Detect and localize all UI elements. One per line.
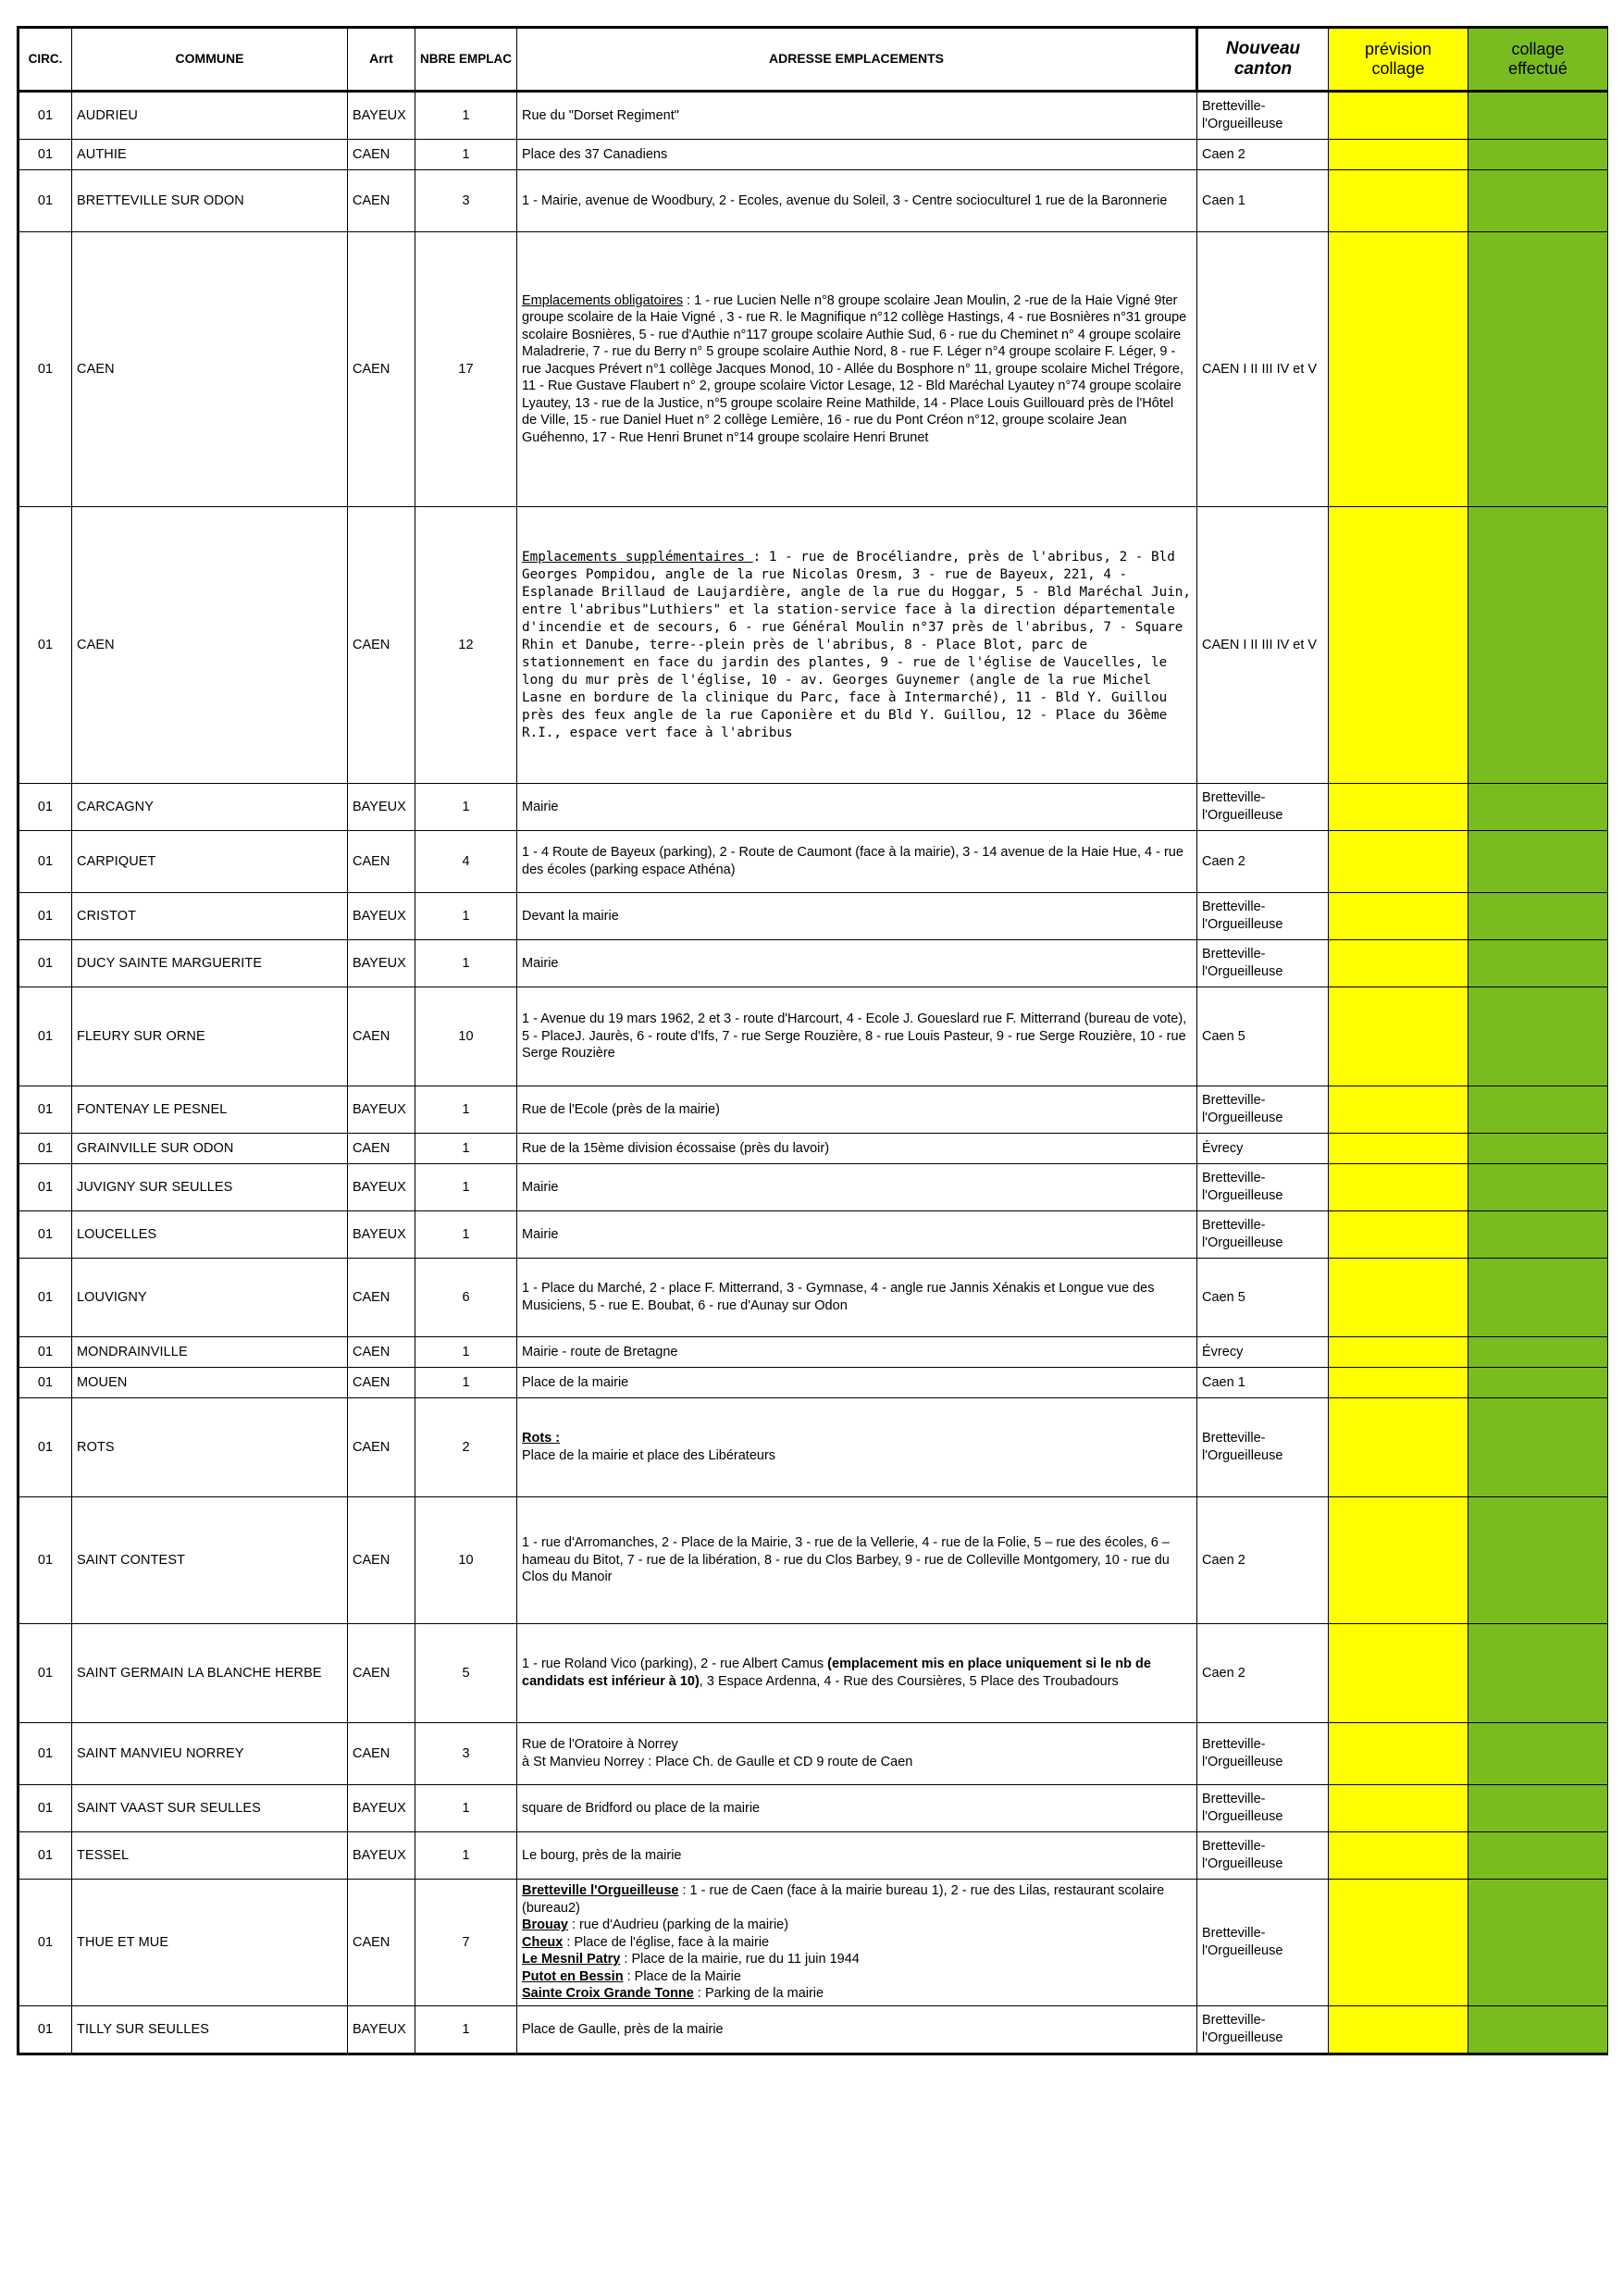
cell-collage-effectue[interactable]	[1468, 1164, 1608, 1211]
adresse-sub-text: : Parking de la mairie	[693, 1986, 824, 2002]
cell-nbre: 1	[415, 1337, 517, 1368]
cell-arrt: BAYEUX	[348, 1086, 415, 1134]
cell-circ: 01	[19, 987, 72, 1086]
cell-adresse: square de Bridford ou place de la mairie	[517, 1785, 1197, 1832]
cell-circ: 01	[19, 232, 72, 507]
table-row	[19, 940, 1608, 987]
cell-nbre: 12	[415, 507, 517, 784]
cell-adresse: Rue de l'Ecole (près de la mairie)	[517, 1086, 1197, 1134]
cell-commune: DUCY SAINTE MARGUERITE	[72, 940, 348, 987]
cell-commune: ROTS	[72, 1398, 348, 1497]
cell-commune: SAINT MANVIEU NORREY	[72, 1723, 348, 1785]
cell-canton: Bretteville-l'Orgueilleuse	[1197, 1785, 1329, 1832]
adresse-text: : 1 - rue de Brocéliandre, près de l'abribus, 2 - Bld Georges Pompidou, angle de la rue Nicolas Oresm, 3 - rue de Bayeux, 221, 4 - Esplanade Brillaud de Laujardière, angle de la rue du Hoggar, 5 - Bld Maréchal Juin, entre l'abribus"Luthiers" et la station-service face à la direction départementale d'incendie et de secours, 6 - rue Général Moulin n°37 près de l'abribus, 7 - Square Rhin et Danube, terre--plein près de l'abribus, 8 - Place Blot, parc de stationnement en face du jardin des plantes, 9 - rue de l'église de Vaucelles, le long du mur près de l'église, 10 - av. Georges Guynemer (angle de la rue Michel Lasne en bordure de la clinique du Parc, face à Intermarché), 11 - Bld Y. Guillou près des feux angle de la rue Caponière et du Bld Y. Guillou, 12 - Place du 36ème R.I., espace vert face à l'abribus	[522, 549, 1192, 740]
cell-collage-effectue[interactable]	[1468, 2005, 1608, 2054]
cell-adresse: Le bourg, près de la mairie	[517, 1832, 1197, 1880]
cell-commune: FONTENAY LE PESNEL	[72, 1086, 348, 1134]
emplacements-table	[17, 26, 1608, 2055]
cell-arrt: BAYEUX	[348, 940, 415, 987]
cell-prevision-collage[interactable]	[1329, 1337, 1468, 1368]
cell-nbre: 5	[415, 1624, 517, 1723]
adresse-sub-line	[522, 1951, 1192, 1968]
cell-collage-effectue[interactable]	[1468, 1086, 1608, 1134]
nouveau-canton-line-1: Nouveau	[1225, 38, 1301, 58]
cell-canton: Caen 1	[1197, 170, 1329, 232]
cell-nbre: 10	[415, 1497, 517, 1624]
collage-effectue-line-2: effectué	[1508, 59, 1567, 78]
adresse-title: Emplacements supplémentaires	[522, 549, 753, 565]
cell-arrt: BAYEUX	[348, 92, 415, 140]
cell-prevision-collage[interactable]	[1329, 1134, 1468, 1164]
cell-arrt: BAYEUX	[348, 2005, 415, 2054]
table-row	[19, 1785, 1608, 1832]
table-row	[19, 1832, 1608, 1880]
cell-collage-effectue[interactable]	[1468, 507, 1608, 784]
cell-canton: Bretteville-l'Orgueilleuse	[1197, 1164, 1329, 1211]
cell-canton: Caen 2	[1197, 1624, 1329, 1723]
cell-collage-effectue[interactable]	[1468, 784, 1608, 831]
cell-commune: JUVIGNY SUR SEULLES	[72, 1164, 348, 1211]
cell-collage-effectue[interactable]	[1468, 92, 1608, 140]
adresse-line-1: Rue de l'Oratoire à Norrey	[522, 1737, 678, 1753]
cell-circ: 01	[19, 1368, 72, 1398]
cell-nbre: 1	[415, 1164, 517, 1211]
cell-nbre: 1	[415, 1211, 517, 1259]
cell-prevision-collage[interactable]	[1329, 831, 1468, 893]
cell-adresse: Rue de la 15ème division écossaise (près du lavoir)	[517, 1134, 1197, 1164]
cell-canton: Caen 2	[1197, 831, 1329, 893]
adresse-sub-label: Bretteville l'Orgueilleuse	[522, 1883, 679, 1898]
cell-prevision-collage[interactable]	[1329, 1497, 1468, 1624]
cell-arrt: CAEN	[348, 1368, 415, 1398]
cell-arrt: CAEN	[348, 831, 415, 893]
cell-nbre: 1	[415, 784, 517, 831]
table-header-row	[19, 28, 1608, 92]
table-row	[19, 140, 1608, 170]
cell-circ: 01	[19, 507, 72, 784]
cell-canton: Bretteville-l'Orgueilleuse	[1197, 940, 1329, 987]
table-row	[19, 1164, 1608, 1211]
cell-nbre: 4	[415, 831, 517, 893]
table-row	[19, 1398, 1608, 1497]
cell-arrt: BAYEUX	[348, 784, 415, 831]
cell-prevision-collage[interactable]	[1329, 1368, 1468, 1398]
adresse-text-part2: , 3 Espace Ardenna, 4 - Rue des Coursières, 5 Place des Troubadours	[699, 1674, 1119, 1689]
cell-commune: AUDRIEU	[72, 92, 348, 140]
cell-nbre: 7	[415, 1880, 517, 2006]
cell-adresse: 1 - Avenue du 19 mars 1962, 2 et 3 - route d'Harcourt, 4 - Ecole J. Goueslard rue F. Mitterrand (bureau de vote), 5 - PlaceJ. Jaurès, 6 - route d'Ifs, 7 - rue Serge Rouzière, 8 - rue Louis Pasteur, 9 - rue Serge Rouzière, 10 - rue Serge Rouzière	[517, 987, 1197, 1086]
cell-canton: Bretteville-l'Orgueilleuse	[1197, 784, 1329, 831]
table-row	[19, 1497, 1608, 1624]
cell-collage-effectue[interactable]	[1468, 232, 1608, 507]
cell-arrt: CAEN	[348, 1880, 415, 2006]
cell-commune: GRAINVILLE SUR ODON	[72, 1134, 348, 1164]
cell-canton: Bretteville-l'Orgueilleuse	[1197, 1086, 1329, 1134]
cell-adresse	[517, 1398, 1197, 1497]
cell-adresse: 1 - rue d'Arromanches, 2 - Place de la Mairie, 3 - rue de la Vellerie, 4 - rue de la Folie, 5 – rue des écoles, 6 – hameau du Bitot, 7 - rue de la libération, 8 - rue du Clos Barbey, 9 - rue de Colleville Montgomery, 10 - rue du Clos du Manoir	[517, 1497, 1197, 1624]
cell-canton: CAEN I II III IV et V	[1197, 507, 1329, 784]
cell-arrt: BAYEUX	[348, 1211, 415, 1259]
table-row	[19, 1368, 1608, 1398]
table-row	[19, 1259, 1608, 1337]
cell-prevision-collage[interactable]	[1329, 1086, 1468, 1134]
cell-adresse	[517, 1624, 1197, 1723]
cell-adresse: 1 - Mairie, avenue de Woodbury, 2 - Ecoles, avenue du Soleil, 3 - Centre socioculturel 1 rue de la Baronnerie	[517, 170, 1197, 232]
cell-arrt: CAEN	[348, 1134, 415, 1164]
cell-canton: Bretteville-l'Orgueilleuse	[1197, 893, 1329, 940]
adresse-sub-text: : Place de la mairie, rue du 11 juin 1944	[620, 1952, 860, 1967]
cell-circ: 01	[19, 140, 72, 170]
cell-circ: 01	[19, 170, 72, 232]
cell-commune: THUE ET MUE	[72, 1880, 348, 2006]
cell-canton: CAEN I II III IV et V	[1197, 232, 1329, 507]
table-row	[19, 1211, 1608, 1259]
cell-circ: 01	[19, 1880, 72, 2006]
cell-nbre: 1	[415, 940, 517, 987]
column-header-commune: COMMUNE	[72, 28, 348, 92]
cell-prevision-collage[interactable]	[1329, 1723, 1468, 1785]
table-row	[19, 1337, 1608, 1368]
cell-commune: FLEURY SUR ORNE	[72, 987, 348, 1086]
cell-prevision-collage[interactable]	[1329, 987, 1468, 1086]
cell-adresse: 1 - 4 Route de Bayeux (parking), 2 - Route de Caumont (face à la mairie), 3 - 14 avenue de la Haie Hue, 4 - rue des écoles (parking espace Athéna)	[517, 831, 1197, 893]
cell-adresse: Rue du "Dorset Regiment"	[517, 92, 1197, 140]
cell-collage-effectue[interactable]	[1468, 987, 1608, 1086]
cell-commune: SAINT VAAST SUR SEULLES	[72, 1785, 348, 1832]
cell-canton: Bretteville-l'Orgueilleuse	[1197, 92, 1329, 140]
adresse-text-emphasis: (emplacement mis en place uniquement si le nb de candidats est inférieur à 10)	[522, 1657, 1151, 1689]
table-row	[19, 1723, 1608, 1785]
cell-prevision-collage[interactable]	[1329, 1880, 1468, 2006]
cell-collage-effectue[interactable]	[1468, 1723, 1608, 1785]
cell-canton: Évrecy	[1197, 1337, 1329, 1368]
adresse-text-part1: 1 - rue Roland Vico (parking), 2 - rue Albert Camus	[522, 1657, 828, 1672]
cell-adresse: Place de la mairie	[517, 1368, 1197, 1398]
cell-commune: CARCAGNY	[72, 784, 348, 831]
cell-circ: 01	[19, 1164, 72, 1211]
cell-arrt: CAEN	[348, 507, 415, 784]
cell-nbre: 1	[415, 92, 517, 140]
cell-commune: CRISTOT	[72, 893, 348, 940]
column-header-arrt: Arrt	[348, 28, 415, 92]
cell-prevision-collage[interactable]	[1329, 940, 1468, 987]
cell-circ: 01	[19, 1259, 72, 1337]
adresse-sub-line	[522, 1985, 1192, 2003]
adresse-text: Place de la mairie et place des Libérateurs	[522, 1448, 776, 1463]
cell-prevision-collage[interactable]	[1329, 1624, 1468, 1723]
adresse-sub-label: Sainte Croix Grande Tonne	[522, 1986, 694, 2002]
cell-commune: LOUCELLES	[72, 1211, 348, 1259]
cell-arrt: BAYEUX	[348, 1785, 415, 1832]
cell-circ: 01	[19, 1624, 72, 1723]
cell-collage-effectue[interactable]	[1468, 140, 1608, 170]
column-header-nouveau-canton	[1197, 28, 1329, 92]
cell-circ: 01	[19, 1832, 72, 1880]
cell-collage-effectue[interactable]	[1468, 1624, 1608, 1723]
cell-prevision-collage[interactable]	[1329, 170, 1468, 232]
cell-arrt: BAYEUX	[348, 1164, 415, 1211]
column-header-nbre-emplac: NBRE EMPLAC	[415, 28, 517, 92]
table-row	[19, 893, 1608, 940]
cell-commune: MONDRAINVILLE	[72, 1337, 348, 1368]
cell-arrt: CAEN	[348, 1398, 415, 1497]
cell-circ: 01	[19, 1211, 72, 1259]
cell-adresse	[517, 1723, 1197, 1785]
cell-canton: Bretteville-l'Orgueilleuse	[1197, 1211, 1329, 1259]
cell-commune: SAINT GERMAIN LA BLANCHE HERBE	[72, 1624, 348, 1723]
cell-arrt: CAEN	[348, 1337, 415, 1368]
adresse-sub-line	[522, 1882, 1192, 1917]
cell-prevision-collage[interactable]	[1329, 1832, 1468, 1880]
table-row	[19, 987, 1608, 1086]
cell-commune: AUTHIE	[72, 140, 348, 170]
table-row	[19, 784, 1608, 831]
adresse-sub-line	[522, 1934, 1192, 1952]
cell-commune: MOUEN	[72, 1368, 348, 1398]
cell-nbre: 1	[415, 1785, 517, 1832]
cell-collage-effectue[interactable]	[1468, 1832, 1608, 1880]
cell-prevision-collage[interactable]	[1329, 1259, 1468, 1337]
cell-prevision-collage[interactable]	[1329, 1785, 1468, 1832]
cell-adresse: Mairie - route de Bretagne	[517, 1337, 1197, 1368]
table-body	[19, 92, 1608, 2054]
table-row	[19, 831, 1608, 893]
cell-adresse	[517, 1880, 1197, 2006]
cell-circ: 01	[19, 1785, 72, 1832]
table-row	[19, 1624, 1608, 1723]
cell-commune: BRETTEVILLE SUR ODON	[72, 170, 348, 232]
cell-canton: Caen 1	[1197, 1368, 1329, 1398]
cell-prevision-collage[interactable]	[1329, 507, 1468, 784]
cell-collage-effectue[interactable]	[1468, 1259, 1608, 1337]
cell-collage-effectue[interactable]	[1468, 940, 1608, 987]
adresse-sub-label: Putot en Bessin	[522, 1968, 624, 1984]
collage-effectue-line-1: collage	[1511, 39, 1565, 58]
cell-prevision-collage[interactable]	[1329, 1398, 1468, 1497]
cell-nbre: 2	[415, 1398, 517, 1497]
cell-nbre: 3	[415, 1723, 517, 1785]
cell-canton: Caen 2	[1197, 140, 1329, 170]
cell-canton: Bretteville-l'Orgueilleuse	[1197, 1832, 1329, 1880]
cell-adresse: Place des 37 Canadiens	[517, 140, 1197, 170]
column-header-circ: CIRC.	[19, 28, 72, 92]
adresse-line-2: à St Manvieu Norrey : Place Ch. de Gaulle et CD 9 route de Caen	[522, 1755, 913, 1769]
cell-adresse: 1 - Place du Marché, 2 - place F. Mitterrand, 3 - Gymnase, 4 - angle rue Jannis Xénakis et Longue vue des Musiciens, 5 - rue E. Boubat, 6 - rue d'Aunay sur Odon	[517, 1259, 1197, 1337]
cell-arrt: CAEN	[348, 1723, 415, 1785]
cell-collage-effectue[interactable]	[1468, 1134, 1608, 1164]
cell-circ: 01	[19, 831, 72, 893]
adresse-sub-label: Le Mesnil Patry	[522, 1952, 621, 1967]
table-row	[19, 1134, 1608, 1164]
prevision-collage-line-2: collage	[1371, 59, 1425, 78]
cell-circ: 01	[19, 1723, 72, 1785]
cell-canton: Évrecy	[1197, 1134, 1329, 1164]
cell-arrt: BAYEUX	[348, 893, 415, 940]
cell-nbre: 1	[415, 893, 517, 940]
nouveau-canton-line-2: canton	[1233, 59, 1293, 79]
cell-commune: CAEN	[72, 232, 348, 507]
cell-canton: Caen 5	[1197, 1259, 1329, 1337]
cell-adresse: Mairie	[517, 1164, 1197, 1211]
cell-nbre: 3	[415, 170, 517, 232]
adresse-title: Emplacements obligatoires	[522, 292, 684, 308]
adresse-sub-label: Cheux	[522, 1934, 564, 1950]
cell-nbre: 1	[415, 1086, 517, 1134]
cell-nbre: 1	[415, 1368, 517, 1398]
cell-prevision-collage[interactable]	[1329, 2005, 1468, 2054]
cell-adresse: Mairie	[517, 940, 1197, 987]
cell-canton: Caen 2	[1197, 1497, 1329, 1624]
cell-arrt: CAEN	[348, 987, 415, 1086]
prevision-collage-line-1: prévision	[1364, 39, 1432, 58]
cell-prevision-collage[interactable]	[1329, 784, 1468, 831]
cell-arrt: CAEN	[348, 170, 415, 232]
cell-circ: 01	[19, 1086, 72, 1134]
cell-nbre: 1	[415, 140, 517, 170]
cell-commune: TILLY SUR SEULLES	[72, 2005, 348, 2054]
cell-circ: 01	[19, 940, 72, 987]
adresse-sub-text: : Place de l'église, face à la mairie	[563, 1934, 770, 1950]
adresse-sub-text: : rue d'Audrieu (parking de la mairie)	[567, 1917, 789, 1933]
cell-collage-effectue[interactable]	[1468, 1880, 1608, 2006]
column-header-adresse-emplacements: ADRESSE EMPLACEMENTS	[517, 28, 1197, 92]
cell-canton: Bretteville-l'Orgueilleuse	[1197, 2005, 1329, 2054]
cell-nbre: 10	[415, 987, 517, 1086]
cell-commune: CAEN	[72, 507, 348, 784]
cell-prevision-collage[interactable]	[1329, 1164, 1468, 1211]
cell-commune: TESSEL	[72, 1832, 348, 1880]
cell-canton: Caen 5	[1197, 987, 1329, 1086]
cell-arrt: CAEN	[348, 1624, 415, 1723]
table-row	[19, 1880, 1608, 2006]
table-row	[19, 92, 1608, 140]
cell-collage-effectue[interactable]	[1468, 1398, 1608, 1497]
cell-prevision-collage[interactable]	[1329, 232, 1468, 507]
cell-canton: Bretteville-l'Orgueilleuse	[1197, 1723, 1329, 1785]
table-row	[19, 2005, 1608, 2054]
cell-prevision-collage[interactable]	[1329, 1211, 1468, 1259]
column-header-prevision-collage	[1329, 28, 1468, 92]
table-row	[19, 232, 1608, 507]
cell-nbre: 1	[415, 1134, 517, 1164]
cell-prevision-collage[interactable]	[1329, 140, 1468, 170]
cell-nbre: 17	[415, 232, 517, 507]
cell-collage-effectue[interactable]	[1468, 1337, 1608, 1368]
cell-adresse: Mairie	[517, 1211, 1197, 1259]
table-row	[19, 507, 1608, 784]
cell-collage-effectue[interactable]	[1468, 1368, 1608, 1398]
cell-collage-effectue[interactable]	[1468, 831, 1608, 893]
cell-prevision-collage[interactable]	[1329, 893, 1468, 940]
cell-arrt: BAYEUX	[348, 1832, 415, 1880]
cell-canton: Bretteville-l'Orgueilleuse	[1197, 1880, 1329, 2006]
cell-nbre: 6	[415, 1259, 517, 1337]
cell-adresse: Place de Gaulle, près de la mairie	[517, 2005, 1197, 2054]
adresse-sub-text: : Place de la Mairie	[623, 1968, 741, 1984]
cell-collage-effectue[interactable]	[1468, 893, 1608, 940]
cell-prevision-collage[interactable]	[1329, 92, 1468, 140]
cell-nbre: 1	[415, 1832, 517, 1880]
cell-circ: 01	[19, 784, 72, 831]
cell-adresse: Mairie	[517, 784, 1197, 831]
cell-nbre: 1	[415, 2005, 517, 2054]
adresse-text: : 1 - rue Lucien Nelle n°8 groupe scolaire Jean Moulin, 2 -rue de la Haie Vigné 9ter groupe scolaire de la Haie Vigné , 3 - rue R. le Magnifique n°12 collège Hastings, 4 - rue Bosnières n°31 groupe scolaire Bosnières, 5 - rue d'Authie n°117 groupe scolaire Authie Sud, 6 - rue du Cheminet n° 4 groupe scolaire Maladrerie, 7 - rue du Berry n° 5 groupe scolaire Authie Nord, 8 - rue F. Léger n°4 groupe scolaire F. Léger, 9 - rue Jacques Prévert n°1 collège Jacques Monod, 10 - Allée du Bosphore n° 11, groupe scolaire Michel Trégore, 11 - Rue Gustave Flaubert n° 2, groupe scolaire Victor Lesage, 12 - Bld Maréchal Lyautey n°74 groupe scolaire Lyautey, 13 - rue de la Justice, n°5 groupe scolaire Reine Mathilde, 14 - Place Louis Guillouard près de l'Hôtel de Ville, 15 - rue Daniel Huet n° 2 collège Lemière, 16 - rue du Pont Créon n°12, groupe scolaire Jean Guéhenno, 17 - Rue Henri Brunet n°14 groupe scolaire Henri Brunet	[522, 292, 1187, 445]
cell-adresse: Devant la mairie	[517, 893, 1197, 940]
cell-commune: SAINT CONTEST	[72, 1497, 348, 1624]
cell-commune: LOUVIGNY	[72, 1259, 348, 1337]
cell-collage-effectue[interactable]	[1468, 1497, 1608, 1624]
cell-arrt: CAEN	[348, 232, 415, 507]
cell-circ: 01	[19, 1134, 72, 1164]
cell-arrt: CAEN	[348, 1259, 415, 1337]
cell-arrt: CAEN	[348, 1497, 415, 1624]
cell-canton: Bretteville-l'Orgueilleuse	[1197, 1398, 1329, 1497]
cell-arrt: CAEN	[348, 140, 415, 170]
table-row	[19, 170, 1608, 232]
adresse-title: Rots :	[522, 1431, 561, 1446]
adresse-sub-label: Brouay	[522, 1917, 568, 1933]
column-header-collage-effectue	[1468, 28, 1608, 92]
cell-collage-effectue[interactable]	[1468, 1785, 1608, 1832]
cell-circ: 01	[19, 2005, 72, 2054]
cell-circ: 01	[19, 1497, 72, 1624]
cell-circ: 01	[19, 893, 72, 940]
cell-collage-effectue[interactable]	[1468, 1211, 1608, 1259]
cell-circ: 01	[19, 92, 72, 140]
cell-adresse	[517, 232, 1197, 507]
table-row	[19, 1086, 1608, 1134]
cell-circ: 01	[19, 1398, 72, 1497]
cell-adresse	[517, 507, 1197, 784]
cell-commune: CARPIQUET	[72, 831, 348, 893]
adresse-sub-text: : 1 - rue de Caen (face à la mairie bureau 1), 2 - rue des Lilas, restaurant scolaire (bureau2)	[522, 1883, 1165, 1916]
cell-circ: 01	[19, 1337, 72, 1368]
adresse-sub-line	[522, 1917, 1192, 1934]
adresse-sub-line	[522, 1968, 1192, 1986]
cell-collage-effectue[interactable]	[1468, 170, 1608, 232]
